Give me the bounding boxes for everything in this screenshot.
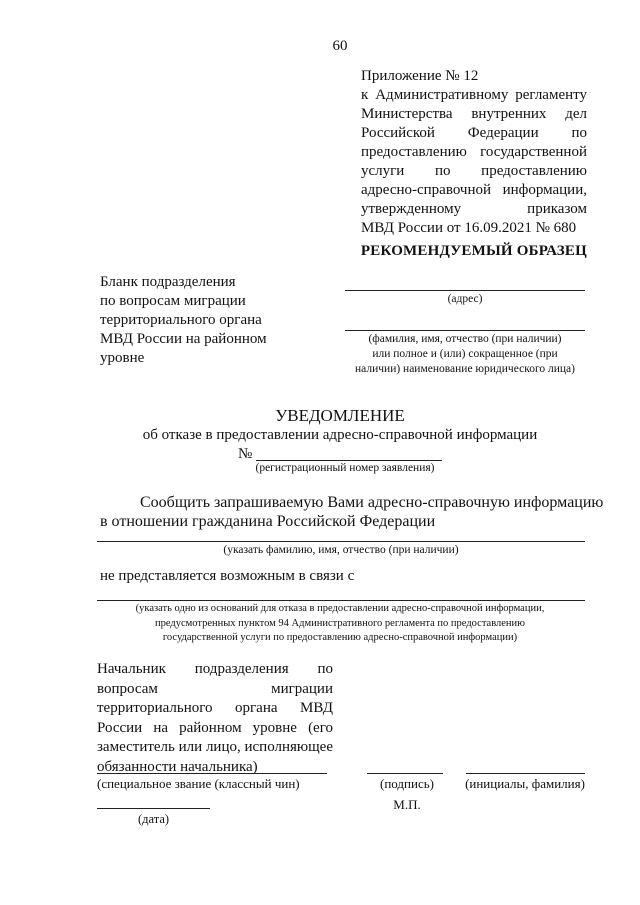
page-number: 60 xyxy=(332,38,348,54)
appendix-line: Приложение № 12 xyxy=(361,68,479,84)
addressee-name-line xyxy=(345,330,585,331)
sample-title: РЕКОМЕНДУЕМЫЙ ОБРАЗЕЦ xyxy=(360,243,587,259)
chief-title-block xyxy=(97,660,333,777)
initials-caption: (инициалы, фамилия) xyxy=(465,776,585,791)
body-paragraph-line2: в отношении гражданина Российской Федерации xyxy=(100,513,436,530)
appendix-block xyxy=(361,67,587,238)
chief-title-line: территориального органа МВД xyxy=(97,700,333,716)
signature-line xyxy=(367,773,443,774)
notice-title: УВЕДОМЛЕНИЕ xyxy=(275,406,405,425)
appendix-line: предоставлению государственной xyxy=(361,144,587,160)
letterhead-line: по вопросам миграции xyxy=(100,293,246,309)
address-line xyxy=(345,290,585,291)
reason-caption: (указать одно из оснований для отказа в предоставлении адресно-справочной информации, предусмотренных пунктом 94 Административного регламента по предоставлению государственной услуги по предоставлению адресно-справочной информации) xyxy=(135,603,545,643)
address-caption: (адрес) xyxy=(447,293,483,305)
letterhead-line: уровне xyxy=(100,350,145,366)
appendix-line: услуги по предоставлению xyxy=(361,163,587,179)
letterhead-line: Бланк подразделения xyxy=(100,274,236,290)
appendix-line: адресно-справочной информации, xyxy=(361,182,587,198)
appendix-line: утвержденному приказом xyxy=(361,201,587,217)
chief-title-line: заместитель или лицо, исполняющее xyxy=(97,739,333,755)
addressee-name-caption: (фамилия, имя, отчество (при наличии) или полное и (или) сокращенное (при наличии) наименование юридического лица) xyxy=(355,333,575,375)
appendix-line: МВД России от 16.09.2021 № 680 xyxy=(361,220,577,236)
rank-line xyxy=(97,773,327,774)
chief-title-line: Начальник подразделения по xyxy=(97,661,333,677)
body-paragraph-line1: Сообщить запрашиваемую Вами адресно-справочную информацию xyxy=(140,494,604,511)
chief-title-line: России на районном уровне (его xyxy=(97,719,333,736)
initials-line xyxy=(466,773,585,774)
letterhead-line: МВД России на районном xyxy=(100,331,267,347)
citizen-fio-caption: (указать фамилию, имя, отчество (при наличии) xyxy=(223,544,459,556)
appendix-line: Министерства внутренних дел xyxy=(361,106,587,122)
letterhead-line: территориального органа xyxy=(100,312,262,328)
citizen-fio-line xyxy=(97,541,585,542)
date-line xyxy=(97,808,210,809)
chief-title-line: вопросам миграции xyxy=(97,680,333,697)
letterhead-block xyxy=(100,273,300,368)
reason-line xyxy=(97,600,585,601)
reg-number-caption: (регистрационный номер заявления) xyxy=(255,462,435,474)
impossible-text: не представляется возможным в связи с xyxy=(100,568,355,584)
notice-subtitle: об отказе в предоставлении адресно-справочной информации xyxy=(142,427,538,443)
appendix-line: к Административному регламенту xyxy=(361,87,587,103)
chief-title-line: обязанности начальника) xyxy=(97,758,258,775)
date-caption: (дата) xyxy=(137,812,170,826)
rank-caption: (специальное звание (классный чин) xyxy=(97,776,300,791)
signature-caption: (подпись) xyxy=(380,776,434,791)
appendix-line: Российской Федерации по xyxy=(361,125,587,141)
number-sign: № xyxy=(238,446,253,462)
stamp-label: М.П. xyxy=(393,797,421,812)
